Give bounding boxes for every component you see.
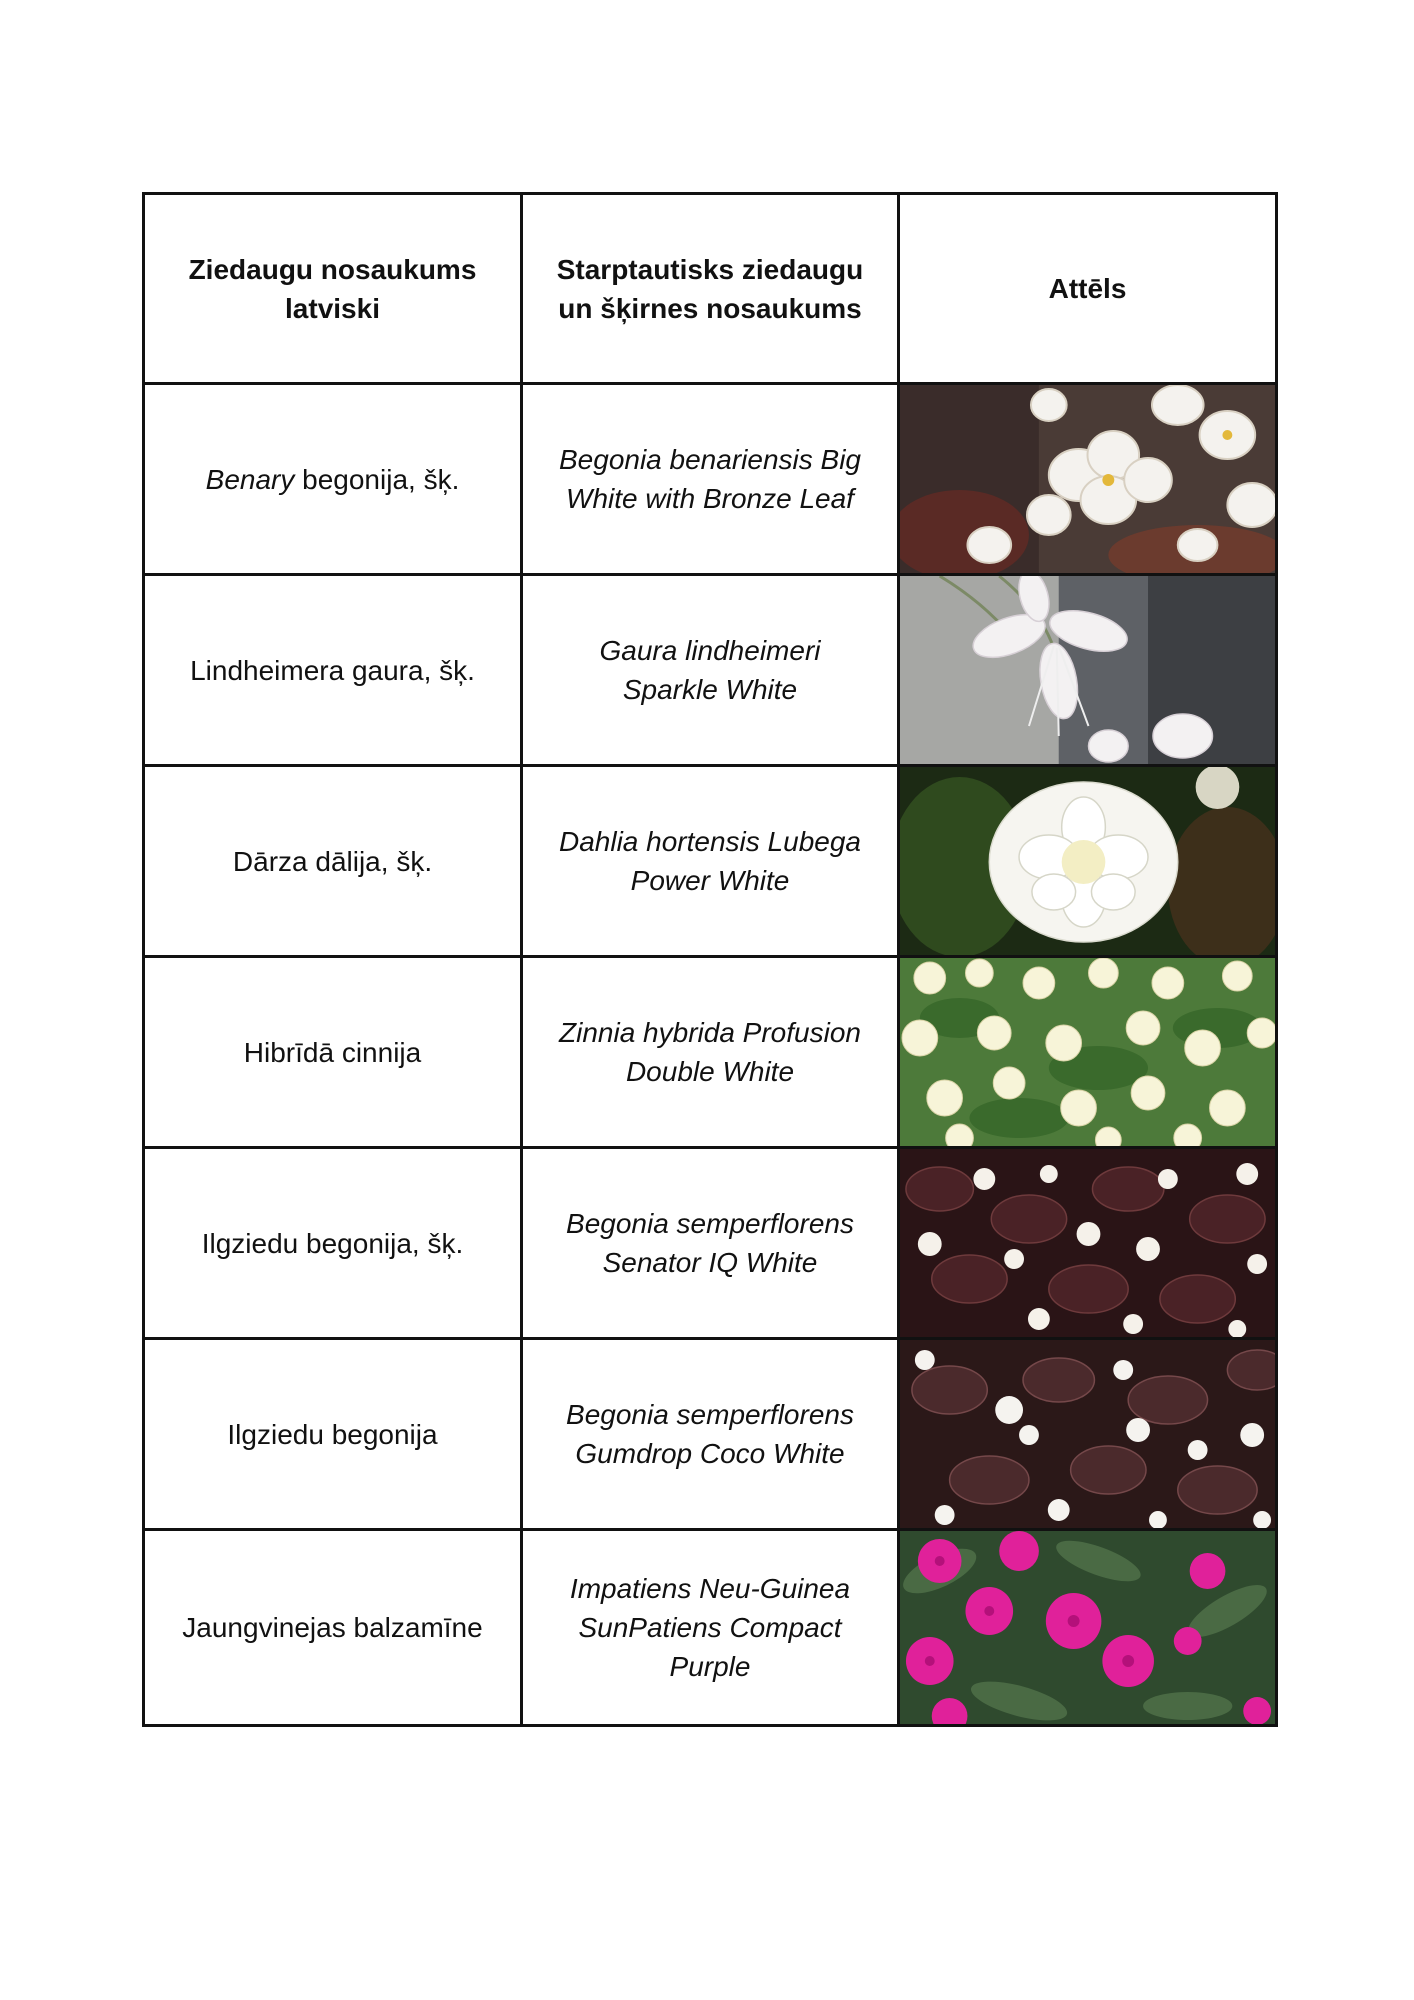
- latvian-name: Lindheimera gaura, šķ.: [190, 654, 475, 686]
- table-row: [144, 1339, 1277, 1530]
- scientific-name-cell: [522, 766, 899, 957]
- header-latvian-name: Ziedaugu nosaukums latviski: [144, 194, 522, 384]
- scientific-name-cell: [522, 1530, 899, 1726]
- scientific-name: Begonia benariensis Big White with Bronze Leaf: [559, 444, 861, 514]
- latvian-name-cell: [144, 766, 522, 957]
- scientific-name: Zinnia hybrida Profusion Double White: [559, 1017, 861, 1087]
- purple-impatiens-photo: [899, 1530, 1277, 1726]
- scientific-name: Impatiens Neu-Guinea SunPatiens Compact Purple: [569, 1573, 851, 1682]
- white-begonia-coco-foliage-photo: [899, 1339, 1277, 1530]
- scientific-name: Begonia semperflorens Gumdrop Coco White: [566, 1399, 854, 1469]
- latvian-name: Jaungvinejas balzamīne: [182, 1612, 483, 1643]
- latvian-name-prefix: Benary: [205, 463, 295, 495]
- white-zinnia-bed-photo: [899, 957, 1277, 1148]
- table-row: [144, 957, 1277, 1148]
- plant-table: [142, 192, 1278, 1727]
- scientific-name: Dahlia hortensis Lubega Power White: [559, 826, 861, 896]
- latvian-name: begonija, šķ.: [294, 463, 460, 495]
- latvian-name-cell: [144, 1530, 522, 1726]
- scientific-name-cell: [522, 957, 899, 1148]
- table-header-row: [144, 194, 1277, 384]
- scientific-name-cell: [522, 575, 899, 766]
- header-international-name: Starptautisks ziedaugu un šķirnes nosaukums: [522, 194, 899, 384]
- latvian-name-cell: [144, 1339, 522, 1530]
- scientific-name: Gaura lindheimeri Sparkle White: [599, 635, 821, 705]
- white-dahlia-photo: [899, 766, 1277, 957]
- latvian-name-cell: [144, 1148, 522, 1339]
- latvian-name-cell: [144, 384, 522, 575]
- scientific-name-cell: [522, 1148, 899, 1339]
- latvian-name-cell: [144, 575, 522, 766]
- latvian-name: Hibrīdā cinnija: [243, 1036, 422, 1068]
- latvian-name-cell: [144, 957, 522, 1148]
- table-row: [144, 1530, 1277, 1726]
- latvian-name: Ilgziedu begonija, šķ.: [201, 1227, 464, 1259]
- white-begonia-dark-foliage-photo: [899, 1148, 1277, 1339]
- scientific-name-cell: [522, 1339, 899, 1530]
- scientific-name: Begonia semperflorens Senator IQ White: [566, 1208, 854, 1278]
- white-gaura-flower-photo: [899, 575, 1277, 766]
- table-row: [144, 575, 1277, 766]
- latvian-name: Dārza dālija, šķ.: [232, 845, 433, 877]
- latvian-name: Ilgziedu begonija: [227, 1418, 438, 1450]
- header-image: Attēls: [899, 194, 1277, 384]
- table-row: [144, 766, 1277, 957]
- scientific-name-cell: [522, 384, 899, 575]
- table-row: [144, 1148, 1277, 1339]
- white-begonia-bronze-leaf-photo: [899, 384, 1277, 575]
- table-row: [144, 384, 1277, 575]
